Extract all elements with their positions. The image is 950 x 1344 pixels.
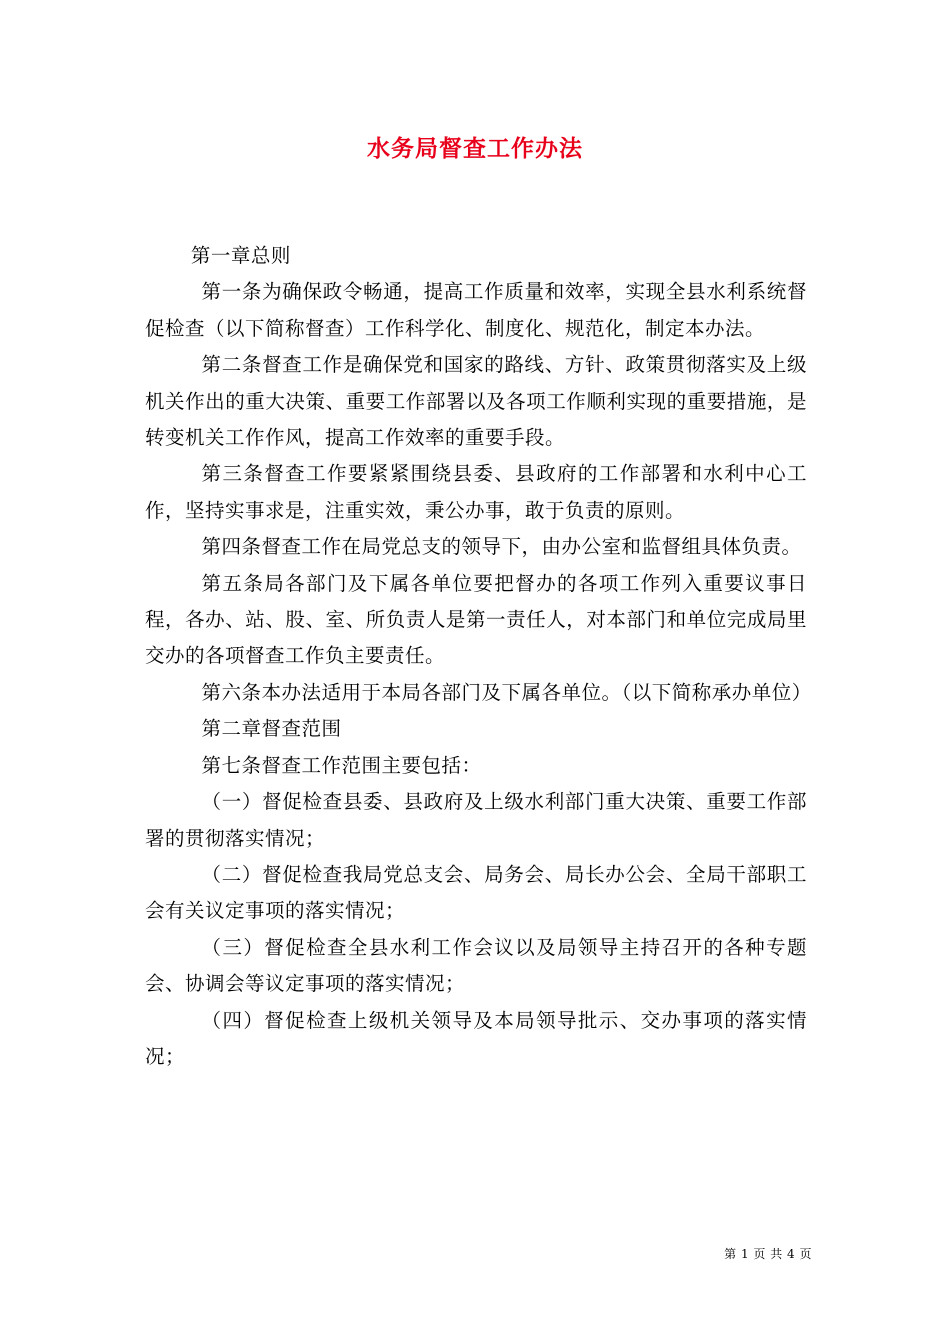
- article-paragraph: 第五条局各部门及下属各单位要把督办的各项工作列入重要议事日程，各办、站、股、室、所负责人是第一责任人，对本部门和单位完成局里交办的各项督查工作负主要责任。: [145, 571, 807, 668]
- article-paragraph: 第四条督查工作在局党总支的领导下，由办公室和监督组具体负责。: [201, 535, 802, 559]
- list-item: （三）督促检查全县水利工作会议以及局领导主持召开的各种专题会、协调会等议定事项的落实情况；: [145, 935, 807, 996]
- chapter-heading: 第一章总则: [190, 244, 291, 267]
- article-paragraph: 第一条为确保政令畅通，提高工作质量和效率，实现全县水利系统督促检查（以下简称督查）工作科学化、制度化、规范化，制定本办法。: [145, 280, 807, 340]
- list-item: （四）督促检查上级机关领导及本局领导批示、交办事项的落实情况；: [145, 1008, 807, 1068]
- page-number: 第 1 页 共 4 页: [724, 1247, 812, 1261]
- list-item: （二）督促检查我局党总支会、局务会、局长办公会、全局干部职工会有关议定事项的落实情况；: [145, 862, 807, 923]
- article-paragraph: 第三条督查工作要紧紧围绕县委、县政府的工作部署和水利中心工作，坚持实事求是，注重实效，秉公办事，敢于负责的原则。: [145, 462, 807, 522]
- article-paragraph: 第二条督查工作是确保党和国家的路线、方针、政策贯彻落实及上级机关作出的重大决策、重要工作部署以及各项工作顺利实现的重要措施，是转变机关工作作风，提高工作效率的重要手段。: [145, 353, 807, 450]
- article-paragraph: 第六条本办法适用于本局各部门及下属各单位。（以下简称承办单位）: [201, 680, 812, 704]
- article-paragraph: 第七条督查工作范围主要包括：: [201, 753, 482, 777]
- document-title: 水务局督查工作办法: [367, 135, 583, 162]
- document-body: [145, 238, 812, 1075]
- chapter-heading: 第二章督查范围: [201, 717, 342, 741]
- list-item: （一）督促检查县委、县政府及上级水利部门重大决策、重要工作部署的贯彻落实情况；: [145, 790, 807, 850]
